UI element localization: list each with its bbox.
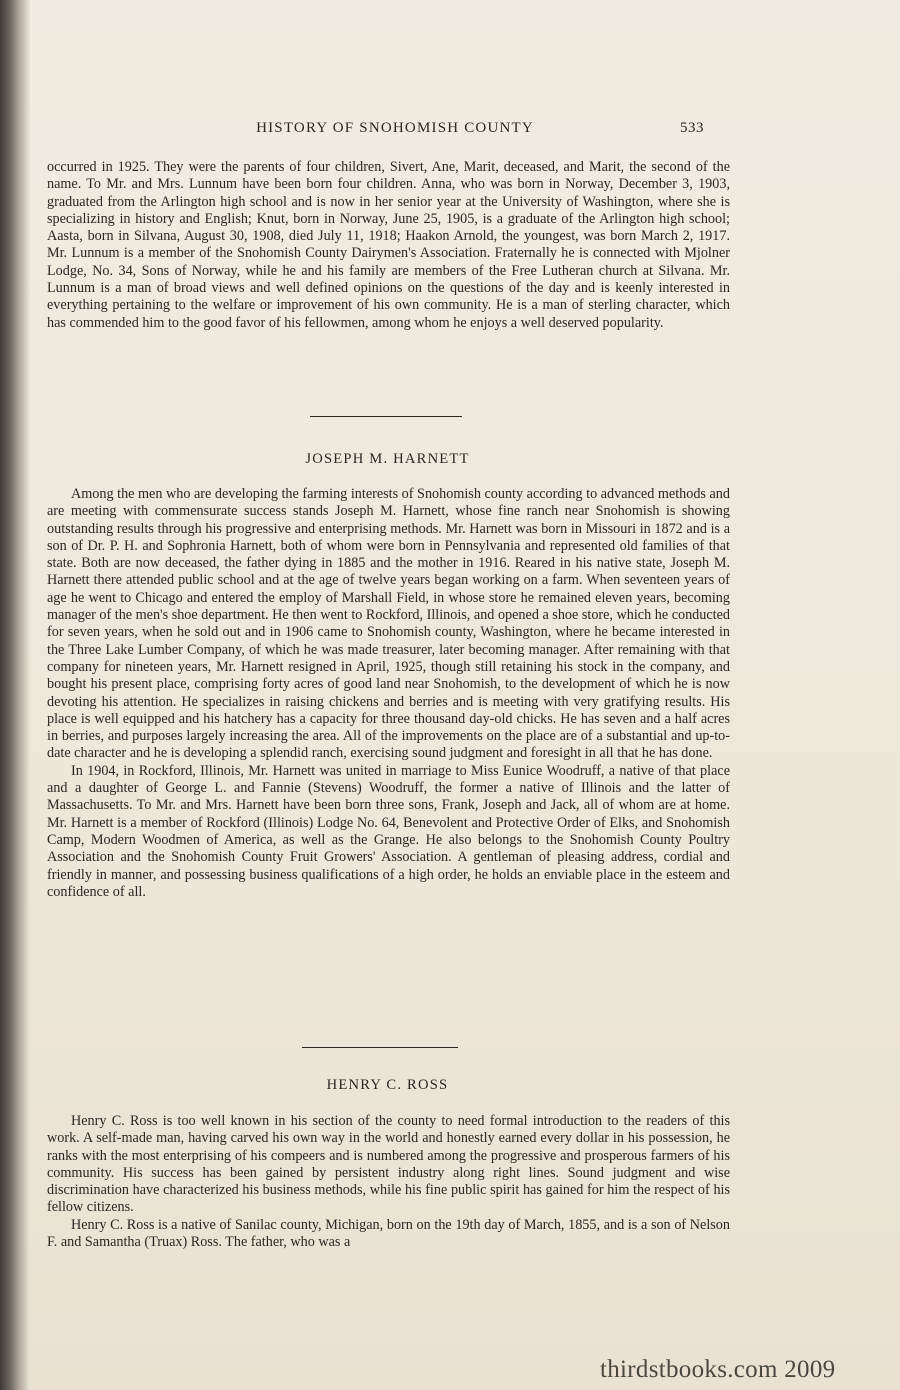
section-divider	[310, 416, 462, 417]
section-heading-joseph-m-harnett: JOSEPH M. HARNETT	[305, 451, 470, 467]
continued-biography-text	[47, 159, 730, 332]
watermark-text: thirdstbooks.com 2009	[600, 1356, 836, 1383]
running-title: HISTORY OF SNOHOMISH COUNTY	[256, 120, 534, 136]
henry-c-ross-biography	[47, 1113, 730, 1251]
joseph-m-harnett-biography	[47, 486, 730, 901]
page-header	[30, 120, 900, 142]
biography-paragraph: Henry C. Ross is a native of Sanilac county, Michigan, born on the 19th day of March, 1855, and is a son of Nelson F. and Samantha (Truax) Ross. The father, who was a	[47, 1216, 730, 1251]
biography-paragraph: Among the men who are developing the farming interests of Snohomish county according to advanced methods and are meeting with commensurate success stands Joseph M. Harnett, whose fine ranch near Snohomish is showing outstanding results through his progressive and enterprising methods. Mr. Harnett was born in Missouri in 1872 and is a son of Dr. P. H. and Sophronia Harnett, both of whom were born in Pennsylvania and represented old families of that state. Both are now deceased, the father dying in 1885 and the mother in 1916. Reared in his native state, Joseph M. Harnett there attended public school and at the age of twelve years began working on a farm. When seventeen years of age he went to Chicago and entered the employ of Marshall Field, in whose store he remained eleven years, becoming manager of the men's shoe department. He then went to Rockford, Illinois, and opened a shoe store, which he conducted for seven years, when he sold out and in 1906 came to Snohomish county, Washington, where he became interested in the Three Lake Lumber Company, of which he was made treasurer, later becoming manager. After remaining with that company for nineteen years, Mr. Harnett resigned in April, 1925, though still retaining his stock in the company, and bought his present place, comprising forty acres of good land near Snohomish, to the development of which he is now devoting his attention. He specializes in raising chickens and berries and is meeting with very gratifying results. His place is well equipped and his hatchery has a capacity for three thousand day-old chicks. He has seven and a half acres in berries, and purposes largely increasing the area. All of the improvements on the place are of a substantial and up-to-date character and he is developing a splendid ranch, exercising sound judgment and foresight in all that he has done.	[47, 486, 730, 762]
book-binding-shadow	[0, 0, 30, 1390]
page-number: 533	[680, 120, 704, 136]
section-heading-henry-c-ross: HENRY C. ROSS	[326, 1077, 449, 1093]
biography-paragraph: Henry C. Ross is too well known in his section of the county to need formal introduction to the readers of this work. A self-made man, having carved his own way in the world and honestly earned every dollar in his possession, he ranks with the most enterprising of his compeers and is numbered among the progressive and prosperous farmers of his community. His success has been gained by persistent industry along right lines. Sound judgment and wise discrimination have characterized his business methods, while his fine public spirit has gained for him the respect of his fellow citizens.	[47, 1113, 730, 1216]
section-divider	[302, 1047, 458, 1048]
continued-paragraph: occurred in 1925. They were the parents of four children, Sivert, Ane, Marit, deceased, and Marit, the second of the name. To Mr. and Mrs. Lunnum have been born four children. Anna, who was born in Norway, December 3, 1903, graduated from the Arlington high school and is now in her senior year at the University of Washington, where she is specializing in history and English; Knut, born in Norway, June 25, 1905, is a graduate of the Arlington high school; Aasta, born in Silvana, August 30, 1908, died July 11, 1918; Haakon Arnold, the youngest, was born March 2, 1917. Mr. Lunnum is a member of the Snohomish County Dairymen's Association. Fraternally he is connected with Mjolner Lodge, No. 34, Sons of Norway, while he and his family are members of the Free Lutheran church at Silvana. Mr. Lunnum is a man of broad views and well defined opinions on the questions of the day and is keenly interested in everything pertaining to the welfare or improvement of his own community. He is a man of sterling character, which has commended him to the good favor of his fellowmen, among whom he enjoys a well deserved popularity.	[47, 159, 730, 331]
biography-paragraph: In 1904, in Rockford, Illinois, Mr. Harnett was united in marriage to Miss Eunice Woodruff, a native of that place and a daughter of George L. and Fannie (Stevens) Woodruff, the former a native of Illinois and the latter of Massachusetts. To Mr. and Mrs. Harnett have been born three sons, Frank, Joseph and Jack, all of whom are at home. Mr. Harnett is a member of Rockford (Illinois) Lodge No. 64, Benevolent and Protective Order of Elks, and Snohomish Camp, Modern Woodmen of America, as well as the Grange. He also belongs to the Snohomish County Poultry Association and the Snohomish County Fruit Growers' Association. A gentleman of pleasing address, cordial and friendly in manner, and possessing business qualifications of a high order, he holds an enviable place in the esteem and confidence of all.	[47, 762, 730, 900]
book-page	[30, 0, 900, 1390]
